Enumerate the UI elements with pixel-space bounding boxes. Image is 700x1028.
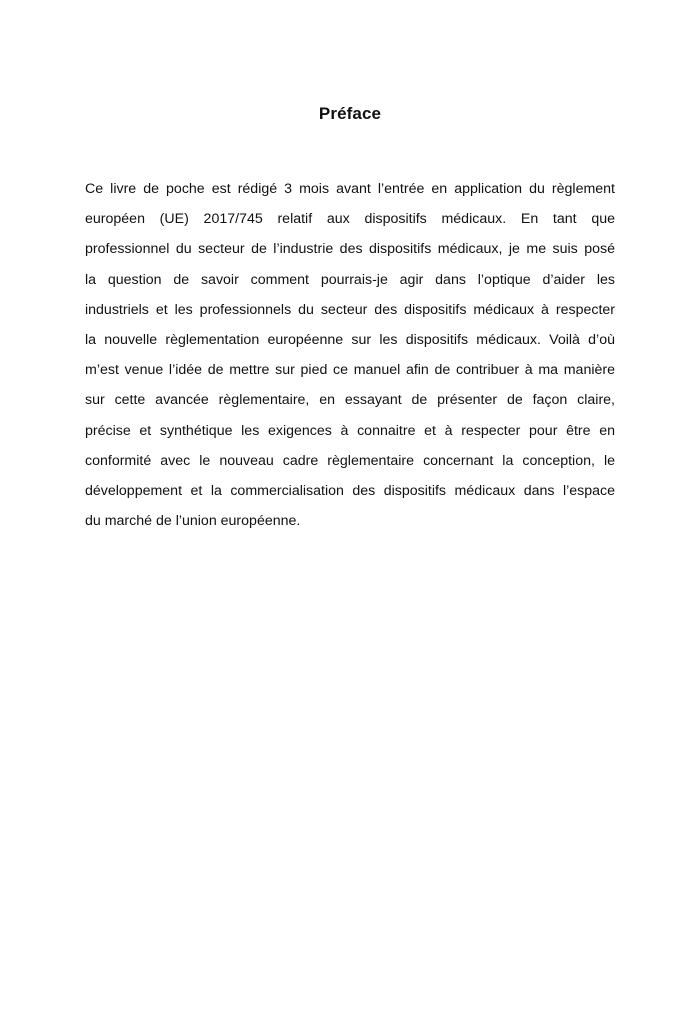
paragraph-line: la question de savoir comment pourrais-je agir dans l’optique d’aider les	[85, 271, 615, 288]
paragraph-line: précise et synthétique les exigences à connaitre et à respecter pour être en	[85, 422, 615, 439]
paragraph-line: industriels et les professionnels du secteur des dispositifs médicaux à respecter	[85, 301, 615, 318]
paragraph-line: sur cette avancée règlementaire, en essayant de présenter de façon claire,	[85, 392, 615, 409]
paragraph-line: européen (UE) 2017/745 relatif aux dispositifs médicaux. En tant que	[85, 211, 615, 228]
paragraph-line: conformité avec le nouveau cadre règlementaire concernant la conception, le	[85, 452, 615, 469]
paragraph-line: professionnel du secteur de l’industrie des dispositifs médicaux, je me suis posé	[85, 241, 615, 258]
paragraph-line: m’est venue l’idée de mettre sur pied ce manuel afin de contribuer à ma manière	[85, 362, 615, 379]
paragraph-line: du marché de l’union européenne.	[85, 513, 301, 530]
paragraph-line: la nouvelle règlementation européenne sur les dispositifs médicaux. Voilà d’où	[85, 331, 615, 348]
paragraph-line: développement et la commercialisation des dispositifs médicaux dans l’espace	[85, 482, 615, 499]
paragraph-line: Ce livre de poche est rédigé 3 mois avant l’entrée en application du règlement	[85, 181, 615, 197]
page-title: Préface	[318, 104, 382, 123]
preface-paragraph	[85, 174, 615, 536]
